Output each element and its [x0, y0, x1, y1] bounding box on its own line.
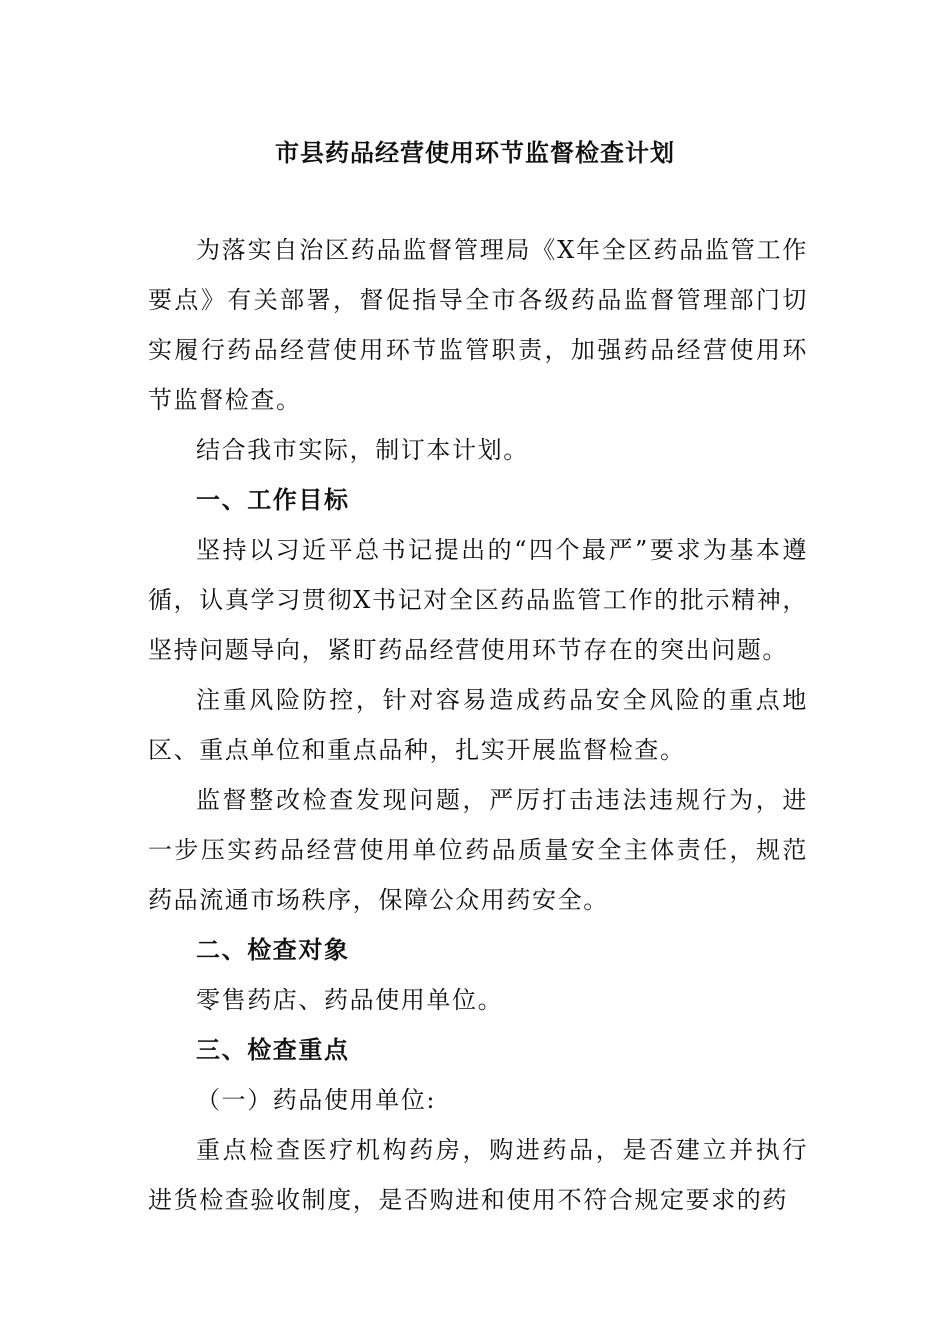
paragraph-intro: 为落实自治区药品监督管理局《X年全区药品监管工作要点》有关部署，督促指导全市各级药品监督管理部门切实履行药品经营使用环节监管职责，加强药品经营使用环节监督检查。: [148, 236, 808, 414]
document-title: 市县药品经营使用环节监督检查计划: [275, 139, 675, 167]
subsection-heading-usage-units: （一）药品使用单位:: [196, 1086, 437, 1114]
section-heading-targets: 二、检查对象: [196, 936, 350, 964]
paragraph-targets: 零售药店、药品使用单位。: [196, 986, 504, 1014]
section-heading-goals: 一、工作目标: [196, 486, 350, 514]
paragraph-goals-1: 坚持以习近平总书记提出的“四个最严”要求为基本遵循，认真学习贯彻X书记对全区药品监管工作的批示精神，坚持问题导向，紧盯药品经营使用环节存在的突出问题。: [148, 536, 808, 664]
paragraph-goals-3: 监督整改检查发现问题，严厉打击违法违规行为，进一步压实药品经营使用单位药品质量安全主体责任，规范药品流通市场秩序，保障公众用药安全。: [148, 786, 808, 914]
document-body: [148, 225, 808, 1225]
paragraph-goals-2: 注重风险防控，针对容易造成药品安全风险的重点地区、重点单位和重点品种，扎实开展监督检查。: [148, 686, 808, 764]
section-heading-focus: 三、检查重点: [196, 1036, 350, 1064]
paragraph-usage-units: 重点检查医疗机构药房，购进药品，是否建立并执行进货检查验收制度，是否购进和使用不符合规定要求的药: [148, 1136, 808, 1214]
paragraph-plan-basis: 结合我市实际，制订本计划。: [196, 436, 529, 464]
